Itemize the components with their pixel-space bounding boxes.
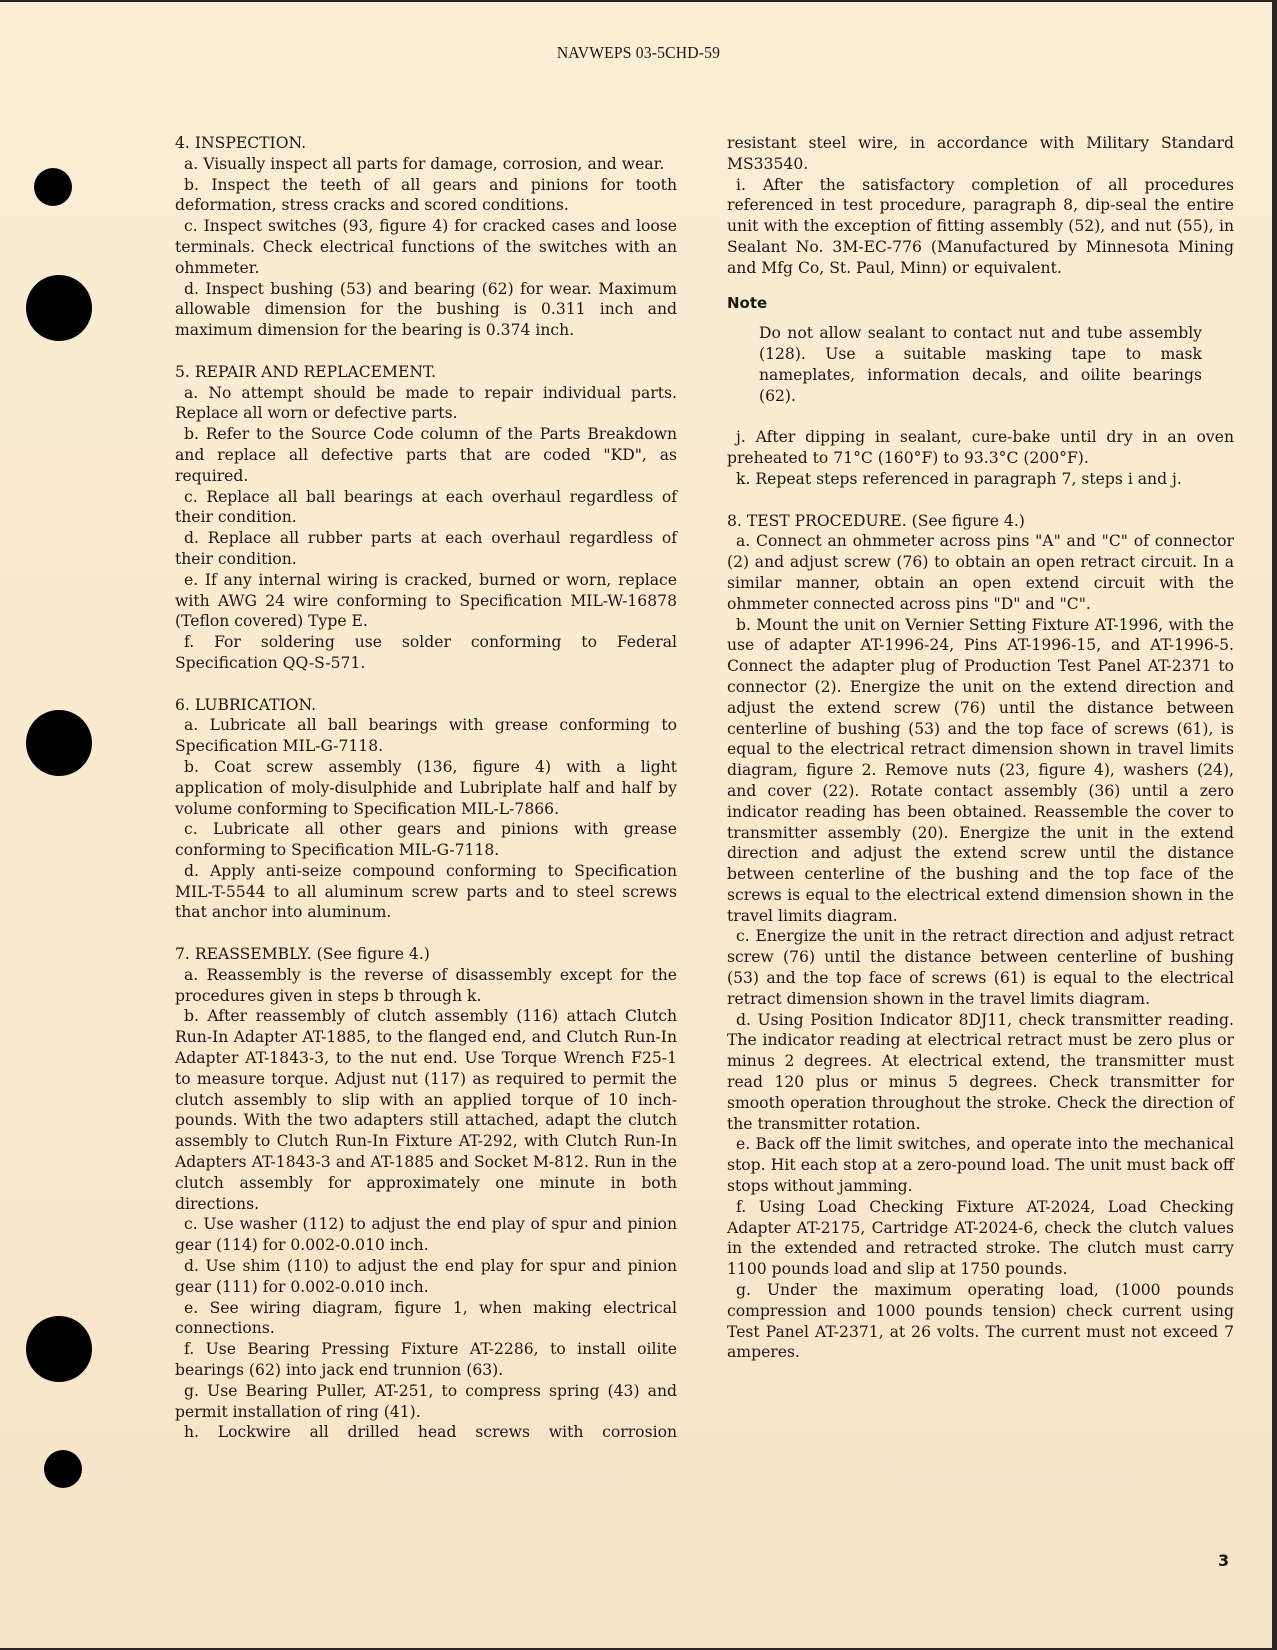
- step-paragraph: h. Lockwire all drilled head screws with corrosion: [184, 1423, 677, 1442]
- section-title: 6. LUBRICATION.: [175, 695, 317, 714]
- section-inspection: [175, 133, 677, 341]
- step-paragraph: g. Use Bearing Puller, AT-251, to compress spring (43) and permit installation of ring (41).: [175, 1381, 677, 1421]
- step-paragraph: c. Lubricate all other gears and pinions with grease conforming to Specification MIL-G-7118.: [175, 820, 677, 860]
- step-paragraph: a. Connect an ohmmeter across pins "A" and "C" of connector (2) and adjust screw (76) to obtain an open retract circuit. In a similar manner, obtain an open extend circuit with the ohmmeter connected across pins "D" and "C".: [727, 532, 1234, 613]
- step-paragraph: k. Repeat steps referenced in paragraph 7, steps i and j.: [736, 469, 1182, 488]
- right-column: [727, 133, 1234, 1363]
- step-paragraph: c. Energize the unit in the retract direction and adjust retract screw (76) until the distance between centerline of bushing (53) and the top face of screws (61) is equal to the electrical retract dimension shown in the travel limits diagram.: [727, 927, 1234, 1008]
- section-test-procedure: [727, 511, 1234, 1364]
- document-number-header: NAVWEPS 03-5CHD-59: [556, 43, 721, 62]
- binder-hole: [34, 168, 72, 206]
- section-title: 4. INSPECTION.: [175, 134, 307, 152]
- step-paragraph: e. Back off the limit switches, and operate into the mechanical stop. Hit each stop at a zero-pound load. The unit must back off stops without jamming.: [727, 1135, 1234, 1196]
- note-body: Do not allow sealant to contact nut and tube assembly (128). Use a suitable masking tape to mask nameplates, information decals, and oilite bearings (62).: [759, 324, 1202, 405]
- section-repair-replacement: [175, 362, 677, 674]
- step-paragraph: c. Replace all ball bearings at each overhaul regardless of their condition.: [175, 487, 677, 527]
- step-paragraph: c. Use washer (112) to adjust the end play of spur and pinion gear (114) for 0.002-0.010 inch.: [175, 1215, 677, 1255]
- section-lubrication: [175, 695, 677, 924]
- note-box: [727, 293, 1234, 407]
- step-paragraph: j. After dipping in sealant, cure-bake until dry in an oven preheated to 71°C (160°F) to 93.3°C (200°F).: [727, 428, 1234, 468]
- document-page: [0, 2, 1272, 1648]
- step-paragraph: b. Mount the unit on Vernier Setting Fixture AT-1996, with the use of adapter AT-1996-24, Pins AT-1996-15, and AT-1996-5. Connect the adapter plug of Production Test Panel AT-2371 to connector (2). Energize the unit on the extend direction and adjust the extend screw (76) until the distance between centerline of bushing (53) and the top face of screws (61), is equal to the electrical retract dimension shown in travel limits diagram, figure 2. Remove nuts (23, figure 4), washers (24), and cover (22). Rotate contact assembly (36) until a zero indicator reading has been obtained. Reassemble the cover to transmitter assembly (20). Energize the unit in the extend direction and adjust the extend screw until the distance between centerline of the bushing and the top face of the screws is equal to the electrical extend dimension shown in the travel limits diagram.: [727, 615, 1234, 925]
- step-paragraph: a. Lubricate all ball bearings with grease conforming to Specification MIL-G-7118.: [175, 716, 677, 756]
- step-paragraph: b. Refer to the Source Code column of the Parts Breakdown and replace all defective parts that are coded "KD", as required.: [175, 425, 677, 485]
- binder-hole: [26, 1316, 92, 1382]
- step-paragraph: b. Coat screw assembly (136, figure 4) with a light application of moly-disulphide and Lubriplate half and half by volume conforming to Specification MIL-L-7866.: [175, 757, 677, 818]
- step-paragraph: d. Use shim (110) to adjust the end play for spur and pinion gear (111) for 0.002-0.010 inch.: [175, 1257, 677, 1296]
- section-title: 5. REPAIR AND REPLACEMENT.: [175, 362, 437, 381]
- left-column: [175, 133, 677, 1443]
- step-paragraph: f. For soldering use solder conforming to Federal Specification QQ-S-571.: [175, 633, 677, 672]
- page-number: 3: [1218, 1551, 1230, 1570]
- continued-paragraph: resistant steel wire, in accordance with Military Standard MS33540.: [727, 134, 1234, 173]
- step-paragraph: f. Use Bearing Pressing Fixture AT-2286, to install oilite bearings (62) into jack end trunnion (63).: [175, 1340, 677, 1380]
- step-paragraph: d. Replace all rubber parts at each overhaul regardless of their condition.: [175, 529, 677, 568]
- step-paragraph: b. After reassembly of clutch assembly (116) attach Clutch Run-In Adapter AT-1885, to the flanged end, and Clutch Run-In Adapter AT-1843-3, to the nut end. Use Torque Wrench F25-1 to measure torque. Adjust nut (117) as required to permit the clutch assembly to slip with an applied torque of 10 inch-pounds. With the two adapters still attached, adapt the clutch assembly to Clutch Run-In Fixture AT-292, with Clutch Run-In Adapters AT-1843-3 and AT-1885 and Socket M-812. Run in the clutch assembly for approximately one minute in both directions.: [175, 1007, 677, 1213]
- step-paragraph: f. Using Load Checking Fixture AT-2024, Load Checking Adapter AT-2175, Cartridge AT-2024-6, check the clutch values in the extended and retracted stroke. The clutch must carry 1100 pounds load and slip at 1750 pounds.: [727, 1197, 1234, 1279]
- step-paragraph: a. No attempt should be made to repair individual parts. Replace all worn or defective parts.: [175, 383, 677, 423]
- section-reassembly: [175, 944, 677, 1443]
- step-paragraph: a. Visually inspect all parts for damage, corrosion, and wear.: [184, 154, 665, 173]
- note-title: Note: [727, 293, 768, 312]
- step-paragraph: d. Inspect bushing (53) and bearing (62) for wear. Maximum allowable dimension for the bushing is 0.311 inch and maximum dimension for the bearing is 0.374 inch.: [175, 279, 677, 340]
- step-paragraph: i. After the satisfactory completion of all procedures referenced in test procedure, paragraph 8, dip-seal the entire unit with the exception of fitting assembly (52), and nut (55), in Sealant No. 3M-EC-776 (Manufactured by Minnesota Mining and Mfg Co, St. Paul, Minn) or equivalent.: [727, 175, 1234, 277]
- step-paragraph: e. If any internal wiring is cracked, burned or worn, replace with AWG 24 wire conforming to Specification MIL-W-16878 (Teflon covered) Type E.: [175, 570, 677, 631]
- step-paragraph: d. Using Position Indicator 8DJ11, check transmitter reading. The indicator reading at electrical retract must be zero plus or minus 2 degrees. At electrical extend, the transmitter must read 120 plus or minus 5 degrees. Check transmitter for smooth operation throughout the stroke. Check the direction of the transmitter rotation.: [727, 1010, 1234, 1133]
- binder-hole: [26, 710, 92, 776]
- step-paragraph: d. Apply anti-seize compound conforming to Specification MIL-T-5544 to all aluminum screw parts and to steel screws that anchor into aluminum.: [175, 861, 677, 922]
- step-paragraph: c. Inspect switches (93, figure 4) for cracked cases and loose terminals. Check electrical functions of the switches with an ohmmeter.: [175, 217, 677, 277]
- binder-hole: [26, 275, 92, 341]
- binder-hole: [44, 1450, 82, 1488]
- step-paragraph: a. Reassembly is the reverse of disassembly except for the procedures given in steps b through k.: [175, 965, 677, 1005]
- step-paragraph: g. Under the maximum operating load, (1000 pounds compression and 1000 pounds tension) check current using Test Panel AT-2371, at 26 volts. The current must not exceed 7 amperes.: [727, 1281, 1234, 1362]
- section-title: 7. REASSEMBLY. (See figure 4.): [175, 945, 430, 964]
- step-paragraph: e. See wiring diagram, figure 1, when making electrical connections.: [175, 1298, 677, 1338]
- section-title: 8. TEST PROCEDURE. (See figure 4.): [727, 511, 1025, 530]
- step-paragraph: b. Inspect the teeth of all gears and pinions for tooth deformation, stress cracks and scored conditions.: [175, 175, 677, 215]
